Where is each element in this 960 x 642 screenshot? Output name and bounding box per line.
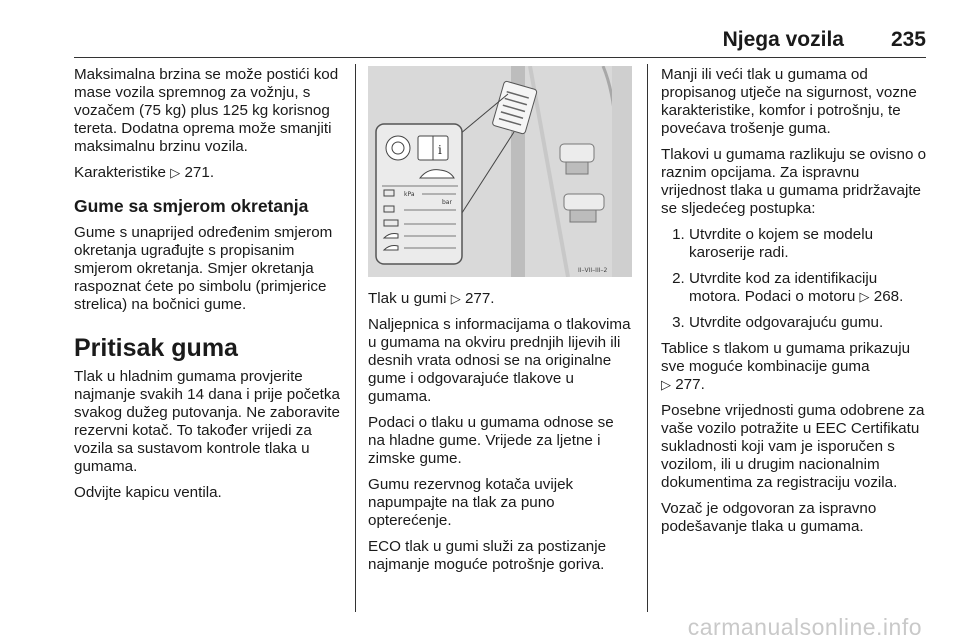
page-ref-link[interactable]: 277. [464,290,495,307]
page-header [74,28,926,56]
paragraph: Posebne vrijednosti guma odobrene za vaše vozilo potražite u EEC Certifikatu sukladnosti koji vam je isporučen s vozilom, ili u drugim nacionalnim dokumentima za registraciju vozila. [661,402,925,491]
figure-code: II–VII–III–2 [578,267,608,274]
paragraph: Naljepnica s informacijama o tlakovima u gumama na okviru prednjih lijevih ili desnih vrata odnosi se na originalne gume i odgovarajuće tlakove u gumama. [368,316,631,405]
paragraph [368,290,632,308]
reference-arrow-icon: ▷ [661,377,671,392]
reference-arrow-icon: ▷ [170,165,181,180]
watermark: carmanualsonline.info [687,614,922,640]
column-divider-1 [355,64,356,612]
tyre-pressure-label-figure [368,66,632,277]
paragraph: Manji ili veći tlak u gumama od propisanog utječe na sigurnost, vozne karakteristike, komfor i potrošnju, te povećava trošenje guma. [661,66,917,137]
paragraph [661,340,927,394]
reference-arrow-icon: ▷ [859,289,870,304]
procedure-steps [661,226,927,332]
column-middle [368,290,632,582]
list-item [689,270,927,306]
step-text: Utvrdite o kojem se modelu karoserije radi. [689,226,874,261]
page-ref-link[interactable]: 268. [873,288,904,305]
paragraph [74,164,346,182]
step-text: Utvrdite odgovarajuću gumu. [689,314,884,331]
list-item [689,226,927,262]
subheading-directional-tyres: Gume sa smjerom okretanja [74,196,309,216]
figure-illustration [368,66,632,277]
paragraph: ECO tlak u gumi služi za postizanje najmanje moguće potrošnje goriva. [368,538,607,573]
reference-arrow-icon: ▷ [450,291,461,306]
page-ref-link[interactable]: 277. [675,376,705,393]
ref-text: Karakteristike [74,164,167,181]
paragraph: Gume s unaprijed određenim smjerom okretanja ugrađujte s propisanim smjerom okretanja. Smjer okretanja raspoznat ćete po simbolu (primjerice strelica) na bočnici gume. [74,224,333,313]
heading-tyre-pressure: Pritisak guma [74,334,238,362]
column-divider-2 [647,64,648,612]
paragraph: Podaci o tlaku u gumama odnose se na hladne gume. Vrijede za ljetne i zimske gume. [368,414,614,467]
bar-label: bar [442,199,452,206]
paragraph: Odvijte kapicu ventila. [74,484,222,501]
paragraph: Vozač je odgovoran za ispravno podešavanje tlaka u gumama. [661,500,877,535]
paragraph: Tlak u hladnim gumama provjerite najmanje svakih 14 dana i prije početka svakog dužeg putovanja. Ne zaboravite rezervni kotač. To također vrijedi za vozila sa sustavom kontrole tlaka u gumama. [74,368,340,475]
paragraph: Maksimalna brzina se može postići kod mase vozila spremnog za vožnju, s vozačem (75 kg) plus 125 kg korisnog tereta. Dodatna oprema može smanjiti maksimalnu brzinu vozila. [74,66,339,155]
book-icon: i [438,143,442,157]
ref-text: Tlak u gumi [368,290,447,307]
paragraph: Tlakovi u gumama razlikuju se ovisno o raznim opcijama. Za ispravnu vrijednost tlaka u gumama pridržavajte se sljedećeg postupka: [661,146,927,217]
section-title: Njega vozila [722,28,844,51]
column-right [661,66,927,544]
kpa-label: kPa [404,191,415,198]
header-rule [74,57,926,58]
page-number: 235 [890,28,926,51]
column-left [74,66,346,510]
ref-text: Tablice s tlakom u gumama prikazuju sve moguće kombinacije guma [661,340,911,375]
page-ref-link[interactable]: 271. [184,164,215,181]
list-item [689,314,927,332]
step-text: Utvrdite kod za identifikaciju motora. Podaci o motoru [689,270,878,305]
paragraph: Gumu rezervnog kotača uvijek napumpajte na tlak za puno opterećenje. [368,476,574,529]
